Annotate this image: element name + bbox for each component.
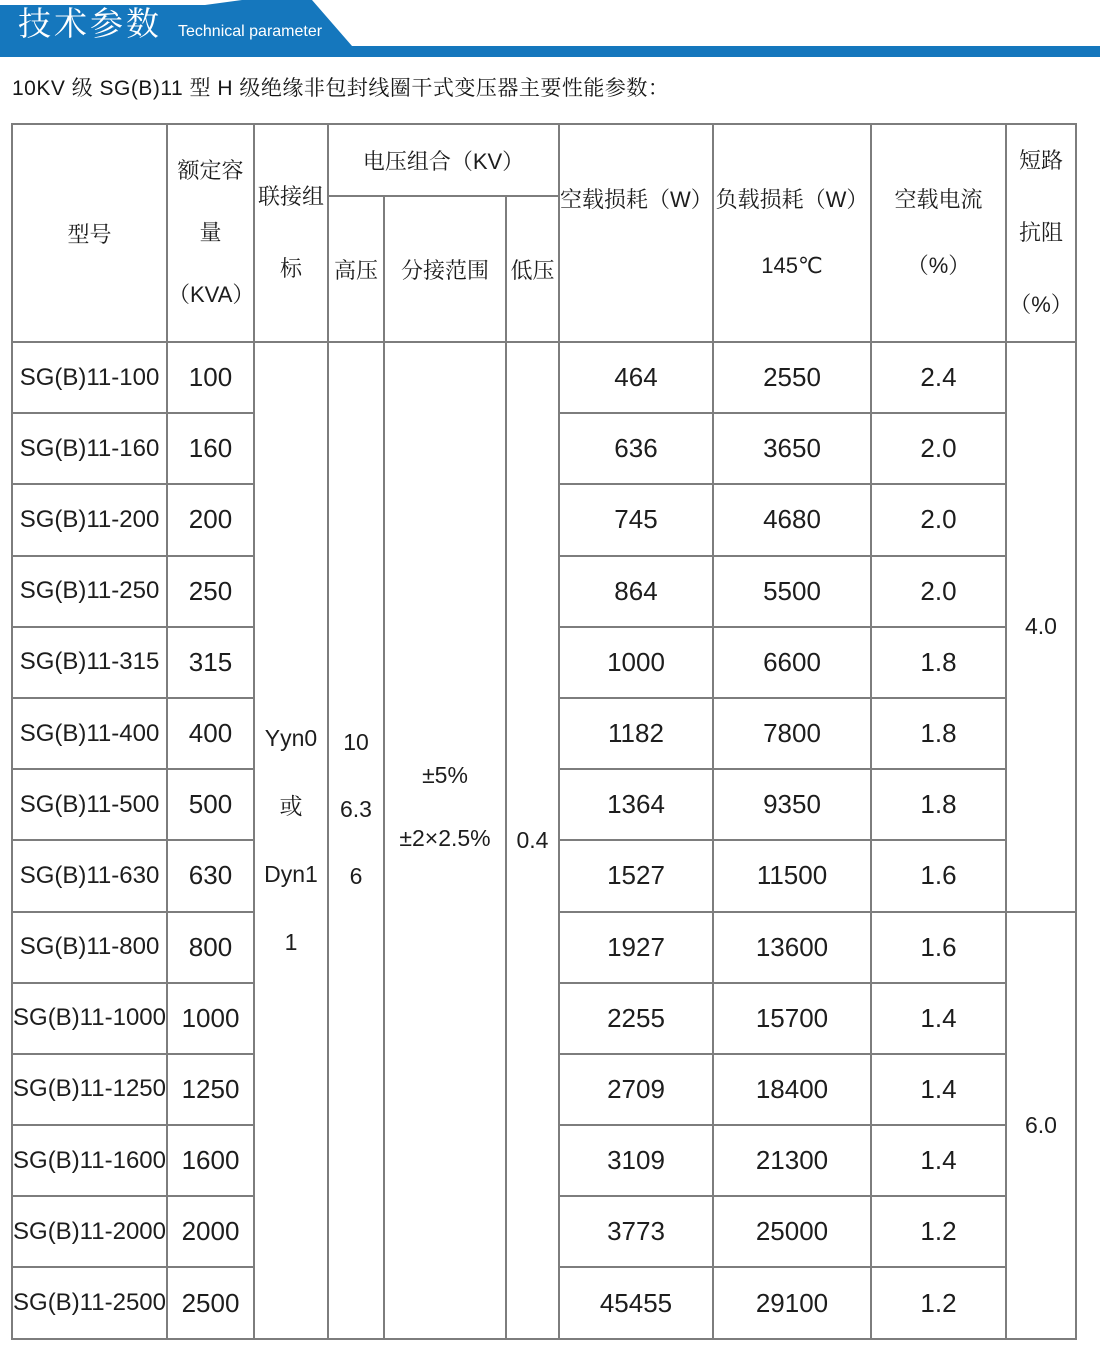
intro-text: 10KV 级 SG(B)11 型 H 级绝缘非包封线圈干式变压器主要性能参数： — [12, 77, 670, 100]
no-load-loss-cell: 1927 — [559, 912, 713, 983]
no-load-current-cell: 2.0 — [871, 413, 1006, 484]
no-load-loss-cell: 3109 — [559, 1125, 713, 1196]
tap-cell: ±5% ±2×2.5% — [384, 342, 506, 1339]
capacity-cell: 315 — [167, 627, 254, 698]
model-cell: SG(B)11-160 — [12, 413, 167, 484]
load-loss-cell: 11500 — [713, 840, 871, 911]
col-header-voltage-group: 电压组合（KV） — [328, 124, 559, 196]
col-header-load-loss: 负载损耗（W） 145℃ — [713, 124, 871, 342]
no-load-loss-cell: 464 — [559, 342, 713, 413]
table-body — [12, 342, 1076, 1339]
model-cell: SG(B)11-100 — [12, 342, 167, 413]
no-load-current-cell: 1.2 — [871, 1196, 1006, 1267]
no-load-loss-cell: 2255 — [559, 983, 713, 1054]
impedance-cell: 4.0 — [1006, 342, 1076, 912]
no-load-current-cell: 1.8 — [871, 769, 1006, 840]
model-cell: SG(B)11-1250 — [12, 1054, 167, 1125]
no-load-loss-cell: 745 — [559, 484, 713, 555]
no-load-current-cell: 1.8 — [871, 627, 1006, 698]
col-header-lv: 低压 — [506, 196, 559, 342]
load-loss-cell: 6600 — [713, 627, 871, 698]
col-header-vector-group: 联接组 标 — [254, 124, 328, 342]
col-header-tap: 分接范围 — [384, 196, 506, 342]
col-header-model — [12, 124, 167, 342]
capacity-cell: 1000 — [167, 983, 254, 1054]
load-loss-cell: 2550 — [713, 342, 871, 413]
load-loss-cell: 25000 — [713, 1196, 871, 1267]
capacity-cell: 2000 — [167, 1196, 254, 1267]
no-load-current-cell: 1.6 — [871, 912, 1006, 983]
banner-title: 技术参数 — [18, 5, 162, 42]
model-cell: SG(B)11-1000 — [12, 983, 167, 1054]
col-header-no-load-current: 空载电流 （%） — [871, 124, 1006, 342]
capacity-cell: 2500 — [167, 1267, 254, 1338]
no-load-current-cell: 1.4 — [871, 1054, 1006, 1125]
load-loss-cell: 3650 — [713, 413, 871, 484]
model-cell: SG(B)11-2000 — [12, 1196, 167, 1267]
model-cell: SG(B)11-2500 — [12, 1267, 167, 1338]
col-header-impedance: 短路 抗阻 （%） — [1006, 124, 1076, 342]
load-loss-cell: 15700 — [713, 983, 871, 1054]
capacity-cell: 500 — [167, 769, 254, 840]
capacity-cell: 1250 — [167, 1054, 254, 1125]
no-load-current-cell: 1.4 — [871, 1125, 1006, 1196]
no-load-loss-cell: 1000 — [559, 627, 713, 698]
model-cell: SG(B)11-1600 — [12, 1125, 167, 1196]
model-cell: SG(B)11-200 — [12, 484, 167, 555]
no-load-loss-cell: 864 — [559, 556, 713, 627]
capacity-cell: 400 — [167, 698, 254, 769]
load-loss-cell: 9350 — [713, 769, 871, 840]
model-cell: SG(B)11-250 — [12, 556, 167, 627]
no-load-loss-cell: 45455 — [559, 1267, 713, 1338]
load-loss-cell: 4680 — [713, 484, 871, 555]
capacity-cell: 630 — [167, 840, 254, 911]
no-load-current-cell: 2.4 — [871, 342, 1006, 413]
col-header-capacity: 额定容 量 （KVA） — [167, 124, 254, 342]
no-load-current-cell: 2.0 — [871, 484, 1006, 555]
capacity-cell: 160 — [167, 413, 254, 484]
model-cell: SG(B)11-400 — [12, 698, 167, 769]
no-load-loss-cell: 636 — [559, 413, 713, 484]
capacity-cell: 250 — [167, 556, 254, 627]
load-loss-cell: 7800 — [713, 698, 871, 769]
model-cell: SG(B)11-500 — [12, 769, 167, 840]
no-load-current-cell: 1.2 — [871, 1267, 1006, 1338]
model-cell: SG(B)11-315 — [12, 627, 167, 698]
spec-table — [11, 123, 1077, 1340]
no-load-current-cell: 1.6 — [871, 840, 1006, 911]
no-load-loss-cell: 1182 — [559, 698, 713, 769]
model-cell: SG(B)11-630 — [12, 840, 167, 911]
capacity-cell: 100 — [167, 342, 254, 413]
col-header-hv: 高压 — [328, 196, 384, 342]
capacity-cell: 200 — [167, 484, 254, 555]
load-loss-cell: 29100 — [713, 1267, 871, 1338]
load-loss-cell: 18400 — [713, 1054, 871, 1125]
load-loss-cell: 5500 — [713, 556, 871, 627]
no-load-current-cell: 1.8 — [871, 698, 1006, 769]
no-load-current-cell: 2.0 — [871, 556, 1006, 627]
model-cell: SG(B)11-800 — [12, 912, 167, 983]
no-load-loss-cell: 3773 — [559, 1196, 713, 1267]
no-load-current-cell: 1.4 — [871, 983, 1006, 1054]
banner-ribbon-shape — [0, 0, 1100, 57]
capacity-cell: 1600 — [167, 1125, 254, 1196]
hv-cell: 10 6.3 6 — [328, 342, 384, 1339]
capacity-cell: 800 — [167, 912, 254, 983]
banner — [0, 0, 1100, 57]
table-row — [12, 342, 1076, 413]
col-header-model-label: 型号 — [67, 221, 112, 247]
vector-group-cell: Yyn0 或 Dyn1 1 — [254, 342, 328, 1339]
load-loss-cell: 21300 — [713, 1125, 871, 1196]
impedance-cell: 6.0 — [1006, 912, 1076, 1339]
lv-cell: 0.4 — [506, 342, 559, 1339]
load-loss-cell: 13600 — [713, 912, 871, 983]
col-header-no-load-loss: 空载损耗（W） — [559, 124, 713, 342]
banner-subtitle: Technical parameter — [178, 23, 323, 40]
no-load-loss-cell: 1364 — [559, 769, 713, 840]
no-load-loss-cell: 1527 — [559, 840, 713, 911]
no-load-loss-cell: 2709 — [559, 1054, 713, 1125]
